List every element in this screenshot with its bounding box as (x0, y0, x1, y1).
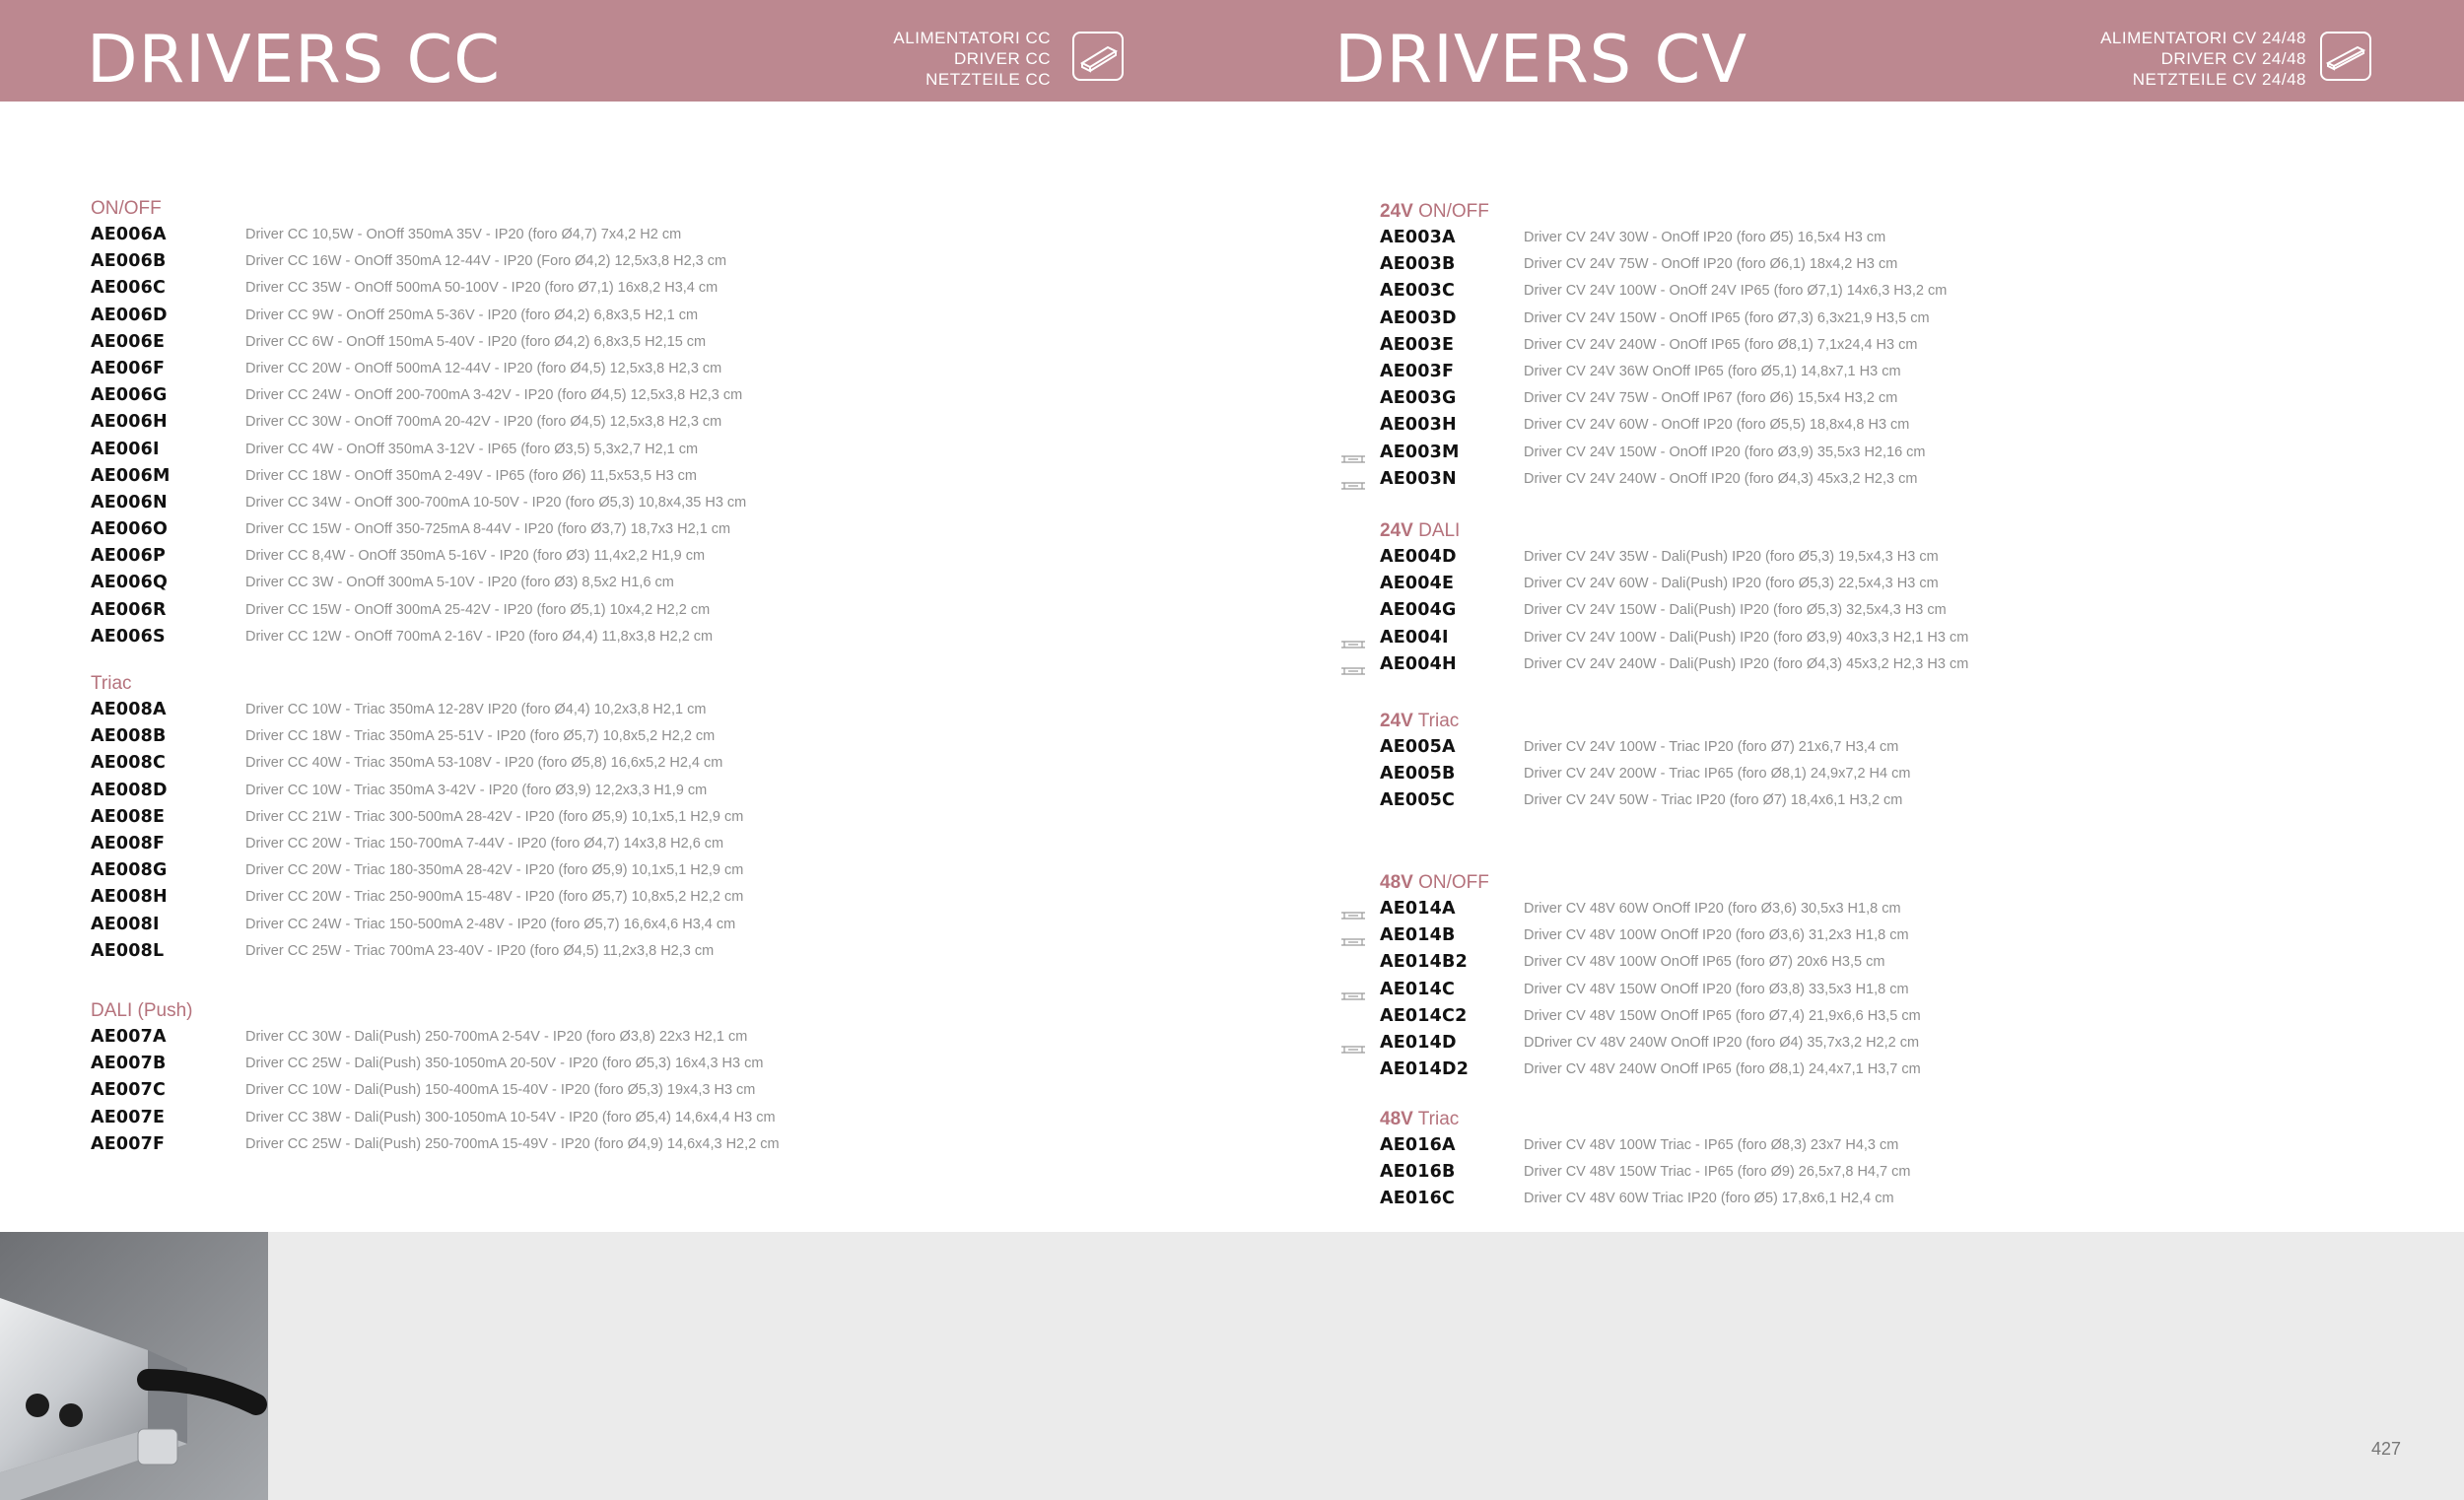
product-code: AE003C (1380, 281, 1456, 302)
list-item (1380, 597, 1947, 624)
product-code: AE006G (91, 385, 168, 406)
product-code: AE008C (91, 753, 167, 774)
list-item (1380, 278, 1948, 305)
list-item (91, 723, 716, 750)
list-item (91, 1105, 776, 1131)
product-code: AE005B (1380, 764, 1456, 784)
list-item (91, 275, 719, 302)
product-description: Driver CC 30W - OnOff 700mA 20-42V - IP20 (foro Ø4,5) 12,5x3,8 H2,3 cm (245, 414, 722, 431)
product-description: Driver CC 4W - OnOff 350mA 3-12V - IP65 (foro Ø3,5) 5,3x2,7 H2,1 cm (245, 441, 699, 457)
product-description: Driver CV 24V 36W OnOff IP65 (foro Ø5,1) 14,8x7,1 H3 cm (1524, 363, 1901, 379)
product-code: AE006R (91, 599, 167, 620)
product-description: Driver CC 15W - OnOff 300mA 25-42V - IP20 (foro Ø5,1) 10x4,2 H2,2 cm (245, 601, 711, 618)
product-description: Driver CC 34W - OnOff 300-700mA 10-50V - IP20 (foro Ø5,3) 10,8x4,35 H3 cm (245, 494, 747, 511)
list-item (91, 804, 744, 831)
product-code: AE016A (1380, 1135, 1456, 1155)
subtitle-line: DRIVER CV 24/48 (2160, 49, 2306, 68)
product-description: Driver CC 40W - Triac 350mA 53-108V - IP20 (foro Ø5,8) 16,6x5,2 H2,4 cm (245, 755, 723, 772)
subtitle-cc (893, 28, 1051, 90)
list-item (1380, 412, 1910, 439)
list-item (91, 382, 743, 409)
list-item (1380, 1132, 1899, 1159)
list-item (91, 884, 744, 911)
product-code: AE003F (1380, 361, 1455, 381)
subtitle-line: ALIMENTATORI CC (893, 29, 1051, 47)
product-code: AE008G (91, 860, 168, 881)
product-code: AE006B (91, 251, 167, 272)
product-code: AE014C2 (1380, 1005, 1468, 1026)
list-item (1380, 1003, 1921, 1030)
section-title (1380, 709, 1459, 734)
list-item (91, 1024, 748, 1051)
list-item (91, 778, 708, 804)
section-cv-24v-onoff (1380, 199, 1948, 493)
section-title (1380, 1107, 1459, 1132)
list-item (1380, 1159, 1911, 1186)
driver-slim-box-icon (2320, 32, 2371, 81)
product-code: AE006F (91, 358, 166, 378)
product-description: Driver CC 15W - OnOff 350-725mA 8-44V - IP20 (foro Ø3,7) 18,7x3 H2,1 cm (245, 521, 731, 538)
list-item (1380, 1030, 1920, 1057)
product-code: AE008B (91, 726, 167, 747)
section-name: ON/OFF (1418, 201, 1489, 222)
product-code: AE005C (1380, 790, 1456, 811)
product-code: AE006H (91, 412, 168, 433)
list-item (91, 490, 747, 516)
list-item (1380, 734, 1899, 761)
product-code: AE008D (91, 780, 168, 800)
product-code: AE014A (1380, 899, 1456, 919)
section-cc-triac (91, 671, 744, 965)
product-description: Driver CV 48V 100W OnOff IP65 (foro Ø7) 20x6 H3,5 cm (1524, 954, 1885, 971)
product-code: AE014B (1380, 925, 1456, 946)
product-description: Driver CC 25W - Dali(Push) 250-700mA 15-49V - IP20 (foro Ø4,9) 14,6x4,3 H2,2 cm (245, 1135, 780, 1152)
list-item (1380, 1186, 1894, 1212)
product-description: Driver CC 8,4W - OnOff 350mA 5-16V - IP20 (foro Ø3) 11,4x2,2 H1,9 cm (245, 548, 706, 565)
list-item (91, 831, 724, 857)
list-item (1380, 977, 1909, 1003)
product-code: AE007F (91, 1133, 166, 1154)
list-item (1380, 625, 1969, 651)
list-item (91, 1051, 764, 1077)
product-description: Driver CV 24V 100W - OnOff 24V IP65 (foro Ø7,1) 14x6,3 H3,2 cm (1524, 283, 1948, 300)
section-prefix: 48V (1380, 1109, 1413, 1129)
product-code: AE016C (1380, 1189, 1456, 1209)
product-description: Driver CV 24V 150W - Dali(Push) IP20 (foro Ø5,3) 32,5x4,3 H3 cm (1524, 602, 1947, 619)
product-description: Driver CC 25W - Dali(Push) 350-1050mA 20-50V - IP20 (foro Ø5,3) 16x4,3 H3 cm (245, 1056, 764, 1072)
product-code: AE008F (91, 833, 166, 853)
product-description: Driver CV 48V 100W OnOff IP20 (foro Ø3,6) 31,2x3 H1,8 cm (1524, 927, 1909, 944)
section-name: Triac (1417, 1109, 1460, 1129)
product-code: AE014B2 (1380, 952, 1468, 973)
product-code: AE006Q (91, 573, 169, 593)
product-description: Driver CC 18W - Triac 350mA 25-51V - IP20 (foro Ø5,7) 10,8x5,2 H2,2 cm (245, 728, 716, 745)
product-description: Driver CC 6W - OnOff 150mA 5-40V - IP20 (foro Ø4,2) 6,8x3,5 H2,15 cm (245, 333, 707, 350)
product-code: AE004I (1380, 627, 1449, 648)
product-description: Driver CV 24V 240W - OnOff IP20 (foro Ø4,3) 45x3,2 H2,3 cm (1524, 470, 1918, 487)
product-code: AE003D (1380, 307, 1457, 328)
product-code: AE006O (91, 519, 169, 540)
section-cv-24v-dali (1380, 518, 1969, 678)
product-code: AE007C (91, 1080, 167, 1101)
driver-slim-icon (1340, 1038, 1366, 1050)
product-description: Driver CV 24V 75W - OnOff IP67 (foro Ø6) 15,5x4 H3,2 cm (1524, 390, 1898, 407)
list-item (1380, 544, 1939, 571)
section-name: DALI (1418, 520, 1461, 541)
list-item (1380, 761, 1911, 787)
product-description: Driver CC 10W - Dali(Push) 150-400mA 15-40V - IP20 (foro Ø5,3) 19x4,3 H3 cm (245, 1082, 756, 1099)
product-code: AE006N (91, 492, 168, 512)
product-description: Driver CV 24V 100W - Dali(Push) IP20 (foro Ø3,9) 40x3,3 H2,1 H3 cm (1524, 629, 1969, 646)
product-description: Driver CV 24V 200W - Triac IP65 (foro Ø8,1) 24,9x7,2 H4 cm (1524, 766, 1911, 783)
product-code: AE006S (91, 626, 166, 647)
driver-slim-icon (1340, 904, 1366, 916)
product-description: Driver CC 10W - Triac 350mA 3-42V - IP20 (foro Ø3,9) 12,2x3,3 H1,9 cm (245, 782, 708, 798)
list-item (1380, 385, 1898, 412)
list-item (1380, 949, 1885, 976)
list-item (91, 437, 699, 463)
section-prefix: 48V (1380, 872, 1413, 893)
product-code: AE006I (91, 439, 160, 459)
product-description: Driver CC 30W - Dali(Push) 250-700mA 2-54V - IP20 (foro Ø3,8) 22x3 H2,1 cm (245, 1029, 748, 1045)
product-code: AE016B (1380, 1162, 1456, 1183)
list-item (1380, 571, 1939, 597)
product-code: AE006P (91, 546, 167, 567)
product-description: Driver CV 24V 240W - OnOff IP65 (foro Ø8,1) 7,1x24,4 H3 cm (1524, 336, 1918, 353)
list-item (91, 938, 715, 965)
product-code: AE004H (1380, 653, 1457, 674)
list-item (1380, 466, 1918, 493)
product-description: Driver CV 24V 75W - OnOff IP20 (foro Ø6,1) 18x4,2 H3 cm (1524, 256, 1898, 273)
product-description: Driver CC 9W - OnOff 250mA 5-36V - IP20 (foro Ø4,2) 6,8x3,5 H2,1 cm (245, 307, 699, 323)
driver-slim-icon (1340, 633, 1366, 645)
section-prefix: 24V (1380, 201, 1413, 222)
product-description: Driver CV 24V 100W - Triac IP20 (foro Ø7) 21x6,7 H3,4 cm (1524, 739, 1899, 755)
product-description: Driver CC 21W - Triac 300-500mA 28-42V - IP20 (foro Ø5,9) 10,1x5,1 H2,9 cm (245, 808, 744, 825)
list-item (91, 624, 714, 650)
product-description: Driver CV 48V 100W Triac - IP65 (foro Ø8,3) 23x7 H4,3 cm (1524, 1137, 1899, 1153)
list-item (1380, 225, 1886, 251)
product-description: Driver CC 12W - OnOff 700mA 2-16V - IP20 (foro Ø4,4) 11,8x3,8 H2,2 cm (245, 628, 714, 645)
product-description: Driver CV 48V 150W OnOff IP65 (foro Ø7,4) 21,9x6,6 H3,5 cm (1524, 1007, 1921, 1024)
list-item (91, 697, 707, 723)
product-code: AE004D (1380, 547, 1457, 567)
product-code: AE006E (91, 331, 166, 352)
section-cv-48v-onoff (1380, 870, 1921, 1083)
product-description: Driver CV 24V 60W - OnOff IP20 (foro Ø5,5) 18,8x4,8 H3 cm (1524, 417, 1910, 434)
section-title (1380, 870, 1489, 896)
product-code: AE004G (1380, 600, 1457, 621)
product-code: AE006C (91, 278, 167, 299)
section-name: ON/OFF (1418, 872, 1489, 893)
product-code: AE003M (1380, 442, 1460, 462)
section-prefix: 24V (1380, 520, 1413, 541)
product-description: Driver CC 25W - Triac 700mA 23-40V - IP20 (foro Ø4,5) 11,2x3,8 H2,3 cm (245, 942, 715, 959)
product-description: Driver CC 16W - OnOff 350mA 12-44V - IP20 (Foro Ø4,2) 12,5x3,8 H2,3 cm (245, 253, 727, 270)
product-description: Driver CC 38W - Dali(Push) 300-1050mA 10-54V - IP20 (foro Ø5,4) 14,6x4,4 H3 cm (245, 1109, 776, 1125)
driver-box-icon (1072, 32, 1124, 81)
section-prefix: 24V (1380, 711, 1413, 731)
section-title: DALI (Push) (91, 1000, 193, 1021)
product-description: Driver CC 3W - OnOff 300mA 5-10V - IP20 (foro Ø3) 8,5x2 H1,6 cm (245, 575, 674, 591)
subtitle-line: ALIMENTATORI CV 24/48 (2100, 29, 2306, 47)
product-code: AE008H (91, 887, 168, 908)
list-item (1380, 922, 1909, 949)
list-item (91, 516, 731, 543)
product-code: AE003E (1380, 334, 1455, 355)
product-code: AE004E (1380, 574, 1455, 594)
section-title (1380, 518, 1460, 544)
footer-band (0, 1232, 2464, 1500)
product-description: Driver CC 20W - Triac 150-700mA 7-44V - IP20 (foro Ø4,7) 14x3,8 H2,6 cm (245, 835, 724, 852)
product-code: AE014D2 (1380, 1059, 1470, 1080)
product-code: AE008E (91, 806, 166, 827)
product-code: AE006A (91, 225, 167, 244)
product-code: AE014C (1380, 979, 1456, 999)
list-item (91, 597, 711, 624)
product-description: Driver CV 48V 150W OnOff IP20 (foro Ø3,8) 33,5x3 H1,8 cm (1524, 981, 1909, 997)
list-item (91, 356, 722, 382)
list-item (91, 912, 736, 938)
product-description: Driver CC 35W - OnOff 500mA 50-100V - IP20 (foro Ø7,1) 16x8,2 H3,4 cm (245, 280, 719, 297)
product-description: Driver CC 20W - Triac 250-900mA 15-48V - IP20 (foro Ø5,7) 10,8x5,2 H2,2 cm (245, 889, 744, 906)
product-description: DDriver CV 48V 240W OnOff IP20 (foro Ø4) 35,7x3,2 H2,2 cm (1524, 1034, 1920, 1051)
product-code: AE003B (1380, 254, 1456, 275)
list-item (91, 222, 682, 248)
product-description: Driver CC 20W - Triac 180-350mA 28-42V - IP20 (foro Ø5,9) 10,1x5,1 H2,9 cm (245, 862, 744, 879)
section-cv-48v-triac (1380, 1107, 1911, 1213)
list-item (91, 329, 707, 356)
driver-slim-icon (1340, 659, 1366, 671)
list-item (1380, 306, 1930, 332)
product-code: AE007A (91, 1027, 167, 1047)
driver-slim-icon (1340, 474, 1366, 486)
list-item (1380, 440, 1926, 466)
list-item (91, 463, 697, 490)
subtitle-line: NETZTEILE CC (925, 70, 1051, 89)
product-description: Driver CV 48V 240W OnOff IP65 (foro Ø8,1) 24,4x7,1 H3,7 cm (1524, 1061, 1921, 1078)
product-code: AE003N (1380, 468, 1457, 489)
product-description: Driver CV 24V 35W - Dali(Push) IP20 (foro Ø5,3) 19,5x4,3 H3 cm (1524, 549, 1939, 565)
product-photo (0, 1232, 268, 1500)
product-code: AE003G (1380, 388, 1457, 409)
driver-slim-icon (1340, 447, 1366, 459)
product-code: AE005A (1380, 737, 1456, 757)
section-cv-24v-triac (1380, 709, 1911, 815)
list-item (91, 303, 699, 329)
product-code: AE003H (1380, 415, 1457, 436)
page-number: 427 (2370, 1439, 2401, 1459)
list-item (91, 543, 706, 570)
product-description: Driver CC 24W - OnOff 200-700mA 3-42V - IP20 (foro Ø4,5) 12,5x3,8 H2,3 cm (245, 387, 743, 404)
product-description: Driver CV 24V 150W - OnOff IP65 (foro Ø7,3) 6,3x21,9 H3,5 cm (1524, 309, 1930, 326)
list-item (1380, 787, 1903, 814)
section-title (1380, 199, 1489, 225)
list-item (91, 1131, 780, 1158)
list-item (1380, 1057, 1921, 1083)
list-item (1380, 896, 1901, 922)
page-title-cc: DRIVERS CC (87, 21, 502, 98)
product-description: Driver CV 24V 50W - Triac IP20 (foro Ø7) 18,4x6,1 H3,2 cm (1524, 792, 1903, 809)
list-item (91, 857, 744, 884)
product-code: AE007E (91, 1107, 166, 1127)
section-name: Triac (1417, 711, 1460, 731)
product-description: Driver CC 18W - OnOff 350mA 2-49V - IP65 (foro Ø6) 11,5x53,5 H3 cm (245, 467, 697, 484)
subtitle-line: DRIVER CC (953, 49, 1051, 68)
list-item (91, 750, 723, 777)
product-code: AE006M (91, 465, 171, 486)
product-description: Driver CV 24V 30W - OnOff IP20 (foro Ø5) 16,5x4 H3 cm (1524, 230, 1886, 245)
product-description: Driver CV 24V 240W - Dali(Push) IP20 (foro Ø4,3) 45x3,2 H2,3 H3 cm (1524, 655, 1969, 672)
product-code: AE007B (91, 1054, 167, 1074)
product-code: AE006D (91, 305, 168, 325)
list-item (1380, 332, 1918, 359)
product-description: Driver CV 24V 150W - OnOff IP20 (foro Ø3,9) 35,5x3 H2,16 cm (1524, 443, 1926, 460)
product-code: AE008A (91, 700, 167, 719)
product-code: AE008L (91, 940, 165, 961)
product-description: Driver CV 48V 150W Triac - IP65 (foro Ø9) 26,5x7,8 H4,7 cm (1524, 1164, 1911, 1181)
section-title: ON/OFF (91, 198, 162, 219)
product-description: Driver CC 24W - Triac 150-500mA 2-48V - IP20 (foro Ø5,7) 16,6x4,6 H3,4 cm (245, 916, 736, 932)
product-code: AE008I (91, 914, 160, 934)
list-item (1380, 359, 1901, 385)
section-title: Triac (91, 673, 132, 694)
product-description: Driver CC 10,5W - OnOff 350mA 35V - IP20 (foro Ø4,7) 7x4,2 H2 cm (245, 227, 682, 242)
section-cc-onoff (91, 196, 747, 650)
driver-slim-icon (1340, 930, 1366, 942)
product-code: AE014D (1380, 1032, 1457, 1053)
list-item (91, 409, 722, 436)
list-item (91, 570, 674, 596)
list-item (1380, 651, 1969, 678)
list-item (91, 248, 727, 275)
product-description: Driver CV 48V 60W OnOff IP20 (foro Ø3,6) 30,5x3 H1,8 cm (1524, 901, 1901, 917)
list-item (1380, 251, 1898, 278)
driver-slim-icon (1340, 985, 1366, 996)
product-code: AE003A (1380, 228, 1456, 247)
page-title-cv: DRIVERS CV (1335, 21, 1748, 98)
section-cc-dali (91, 998, 780, 1158)
product-description: Driver CV 48V 60W Triac IP20 (foro Ø5) 17,8x6,1 H2,4 cm (1524, 1191, 1894, 1207)
product-description: Driver CV 24V 60W - Dali(Push) IP20 (foro Ø5,3) 22,5x4,3 H3 cm (1524, 576, 1939, 592)
product-description: Driver CC 10W - Triac 350mA 12-28V IP20 (foro Ø4,4) 10,2x3,8 H2,1 cm (245, 702, 707, 717)
product-description: Driver CC 20W - OnOff 500mA 12-44V - IP20 (foro Ø4,5) 12,5x3,8 H2,3 cm (245, 360, 722, 376)
list-item (91, 1077, 756, 1104)
subtitle-cv (2100, 28, 2306, 90)
subtitle-line: NETZTEILE CV 24/48 (2132, 70, 2306, 89)
